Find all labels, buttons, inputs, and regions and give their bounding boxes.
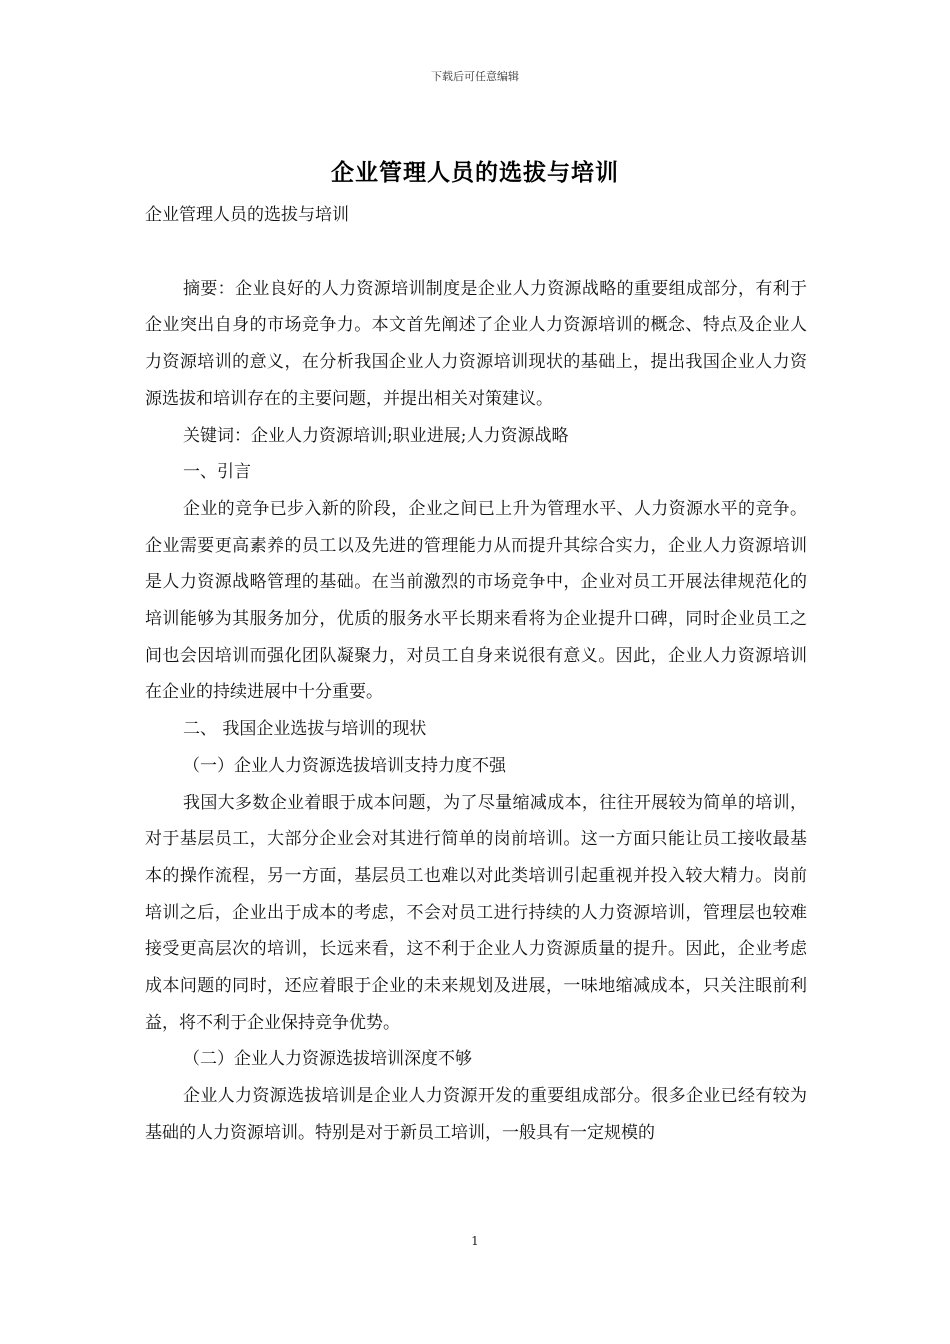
section-heading-introduction: 一、引言 [183, 462, 251, 483]
introduction-paragraph: 企业的竞争已步入新的阶段，企业之间已上升为管理水平、人力资源水平的竞争。企业需要更高素养的员工以及先进的管理能力从而提升其综合实力，企业人力资源培训是人力资源战略管理的基础。在当前激烈的市场竞争中，企业对员工开展法律规范化的培训能够为其服务加分，优质的服务水平长期来看将为企业提升口碑，同时企业员工之间也会因培训而强化团队凝聚力，对员工自身来说很有意义。因此，企业人力资源培训在企业的持续进展中十分重要。 [145, 498, 807, 703]
page-number: 1 [471, 1234, 479, 1248]
subsection-heading-support: （一）企业人力资源选拔培训支持力度不强 [183, 755, 506, 776]
support-paragraph: 我国大多数企业着眼于成本问题，为了尽量缩减成本，往往开展较为简单的培训，对于基层员工，大部分企业会对其进行简单的岗前培训。这一方面只能让员工接收最基本的操作流程，另一方面，基层员工也难以对此类培训引起重视并投入较大精力。岗前培训之后，企业出于成本的考虑，不会对员工进行持续的人力资源培训，管理层也较难接受更高层次的培训，长远来看，这不利于企业人力资源质量的提升。因此，企业考虑成本问题的同时，还应着眼于企业的未来规划及进展，一味地缩减成本，只关注眼前利益，将不利于企业保持竞争优势。 [145, 792, 807, 1033]
header-note: 下载后可任意编辑 [431, 70, 519, 83]
document-body [145, 197, 807, 1152]
abstract-paragraph: 摘要：企业良好的人力资源培训制度是企业人力资源战略的重要组成部分，有利于企业突出自身的市场竞争力。本文首先阐述了企业人力资源培训的概念、特点及企业人力资源培训的意义，在分析我国企业人力资源培训现状的基础上，提出我国企业人力资源选拔和培训存在的主要问题，并提出相关对策建议。 [145, 278, 807, 409]
depth-paragraph: 企业人力资源选拔培训是企业人力资源开发的重要组成部分。很多企业已经有较为基础的人力资源培训。特别是对于新员工培训，一般具有一定规模的 [145, 1086, 807, 1143]
keywords-paragraph: 关键词：企业人力资源培训;职业进展;人力资源战略 [183, 425, 569, 446]
document-subtitle: 企业管理人员的选拔与培训 [145, 205, 349, 225]
document-title: 企业管理人员的选拔与培训 [331, 159, 619, 186]
section-heading-current-status: 二、 我国企业选拔与培训的现状 [183, 719, 427, 740]
subsection-heading-depth: （二）企业人力资源选拔培训深度不够 [183, 1049, 472, 1070]
